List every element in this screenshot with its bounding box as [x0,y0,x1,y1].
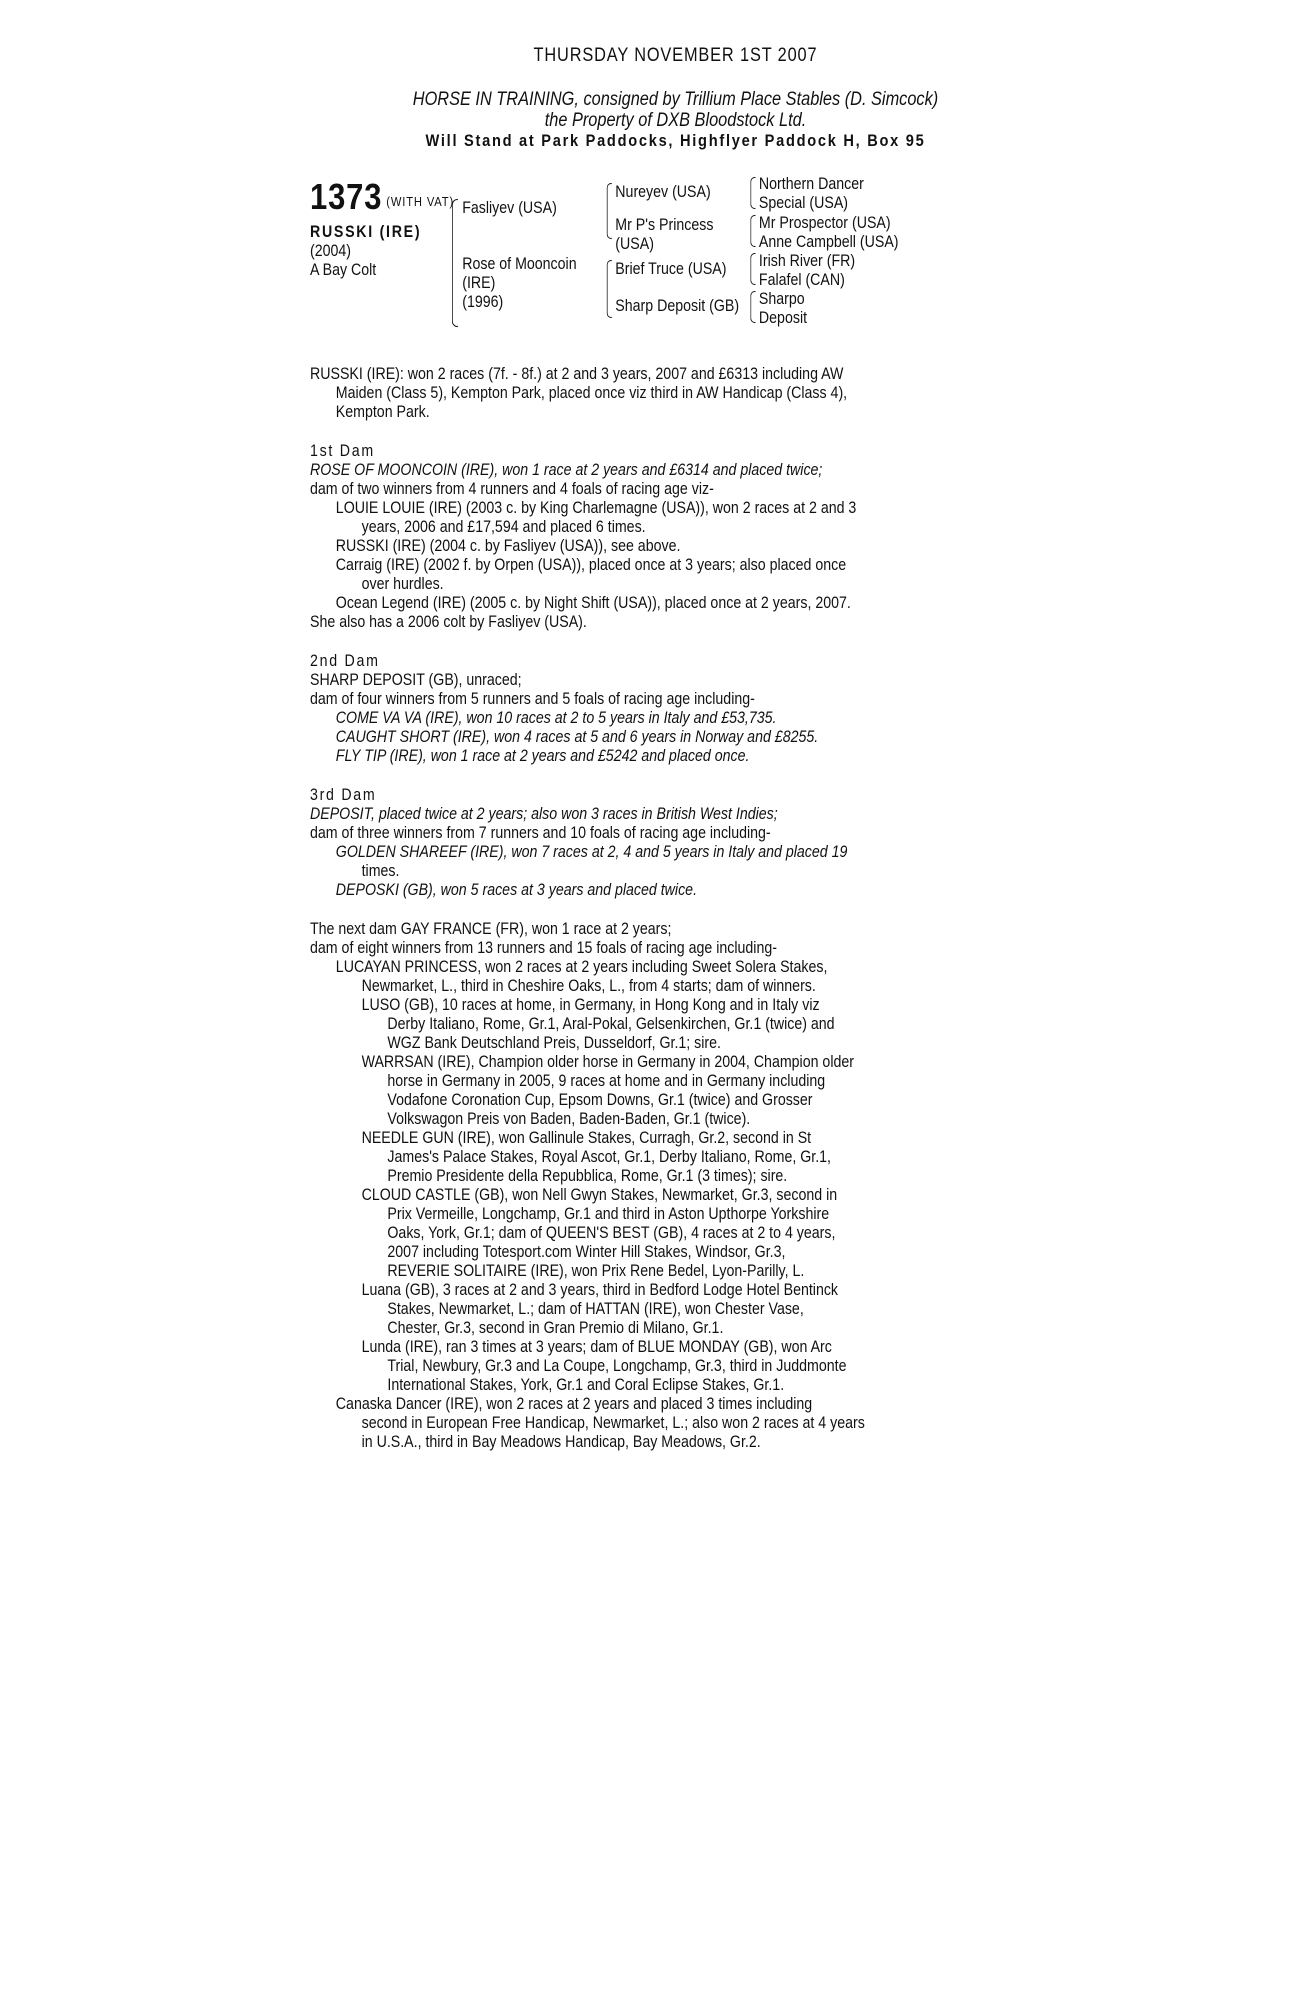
catalogue-page [310,46,938,1452]
section-title: 2nd Dam [310,652,380,670]
produce-line: GOLDEN SHAREEF (IRE), won 7 races at 2, 4 and 5 years in Italy and placed 19 [335,843,848,861]
produce-line: RUSSKI (IRE) (2004 c. by Fasliyev (USA)), see above. [335,537,681,555]
lot-number: 1373 [310,176,383,217]
produce-line: DEPOSKI (GB), won 5 races at 3 years and placed twice. [335,881,698,899]
dam-dam: Sharp Deposit (GB) [615,297,740,315]
dam-line1: Rose of Mooncoin [462,255,577,273]
produce-line: over hurdles. [361,575,444,593]
grandsire-6: Falafel (CAN) [758,271,845,289]
produce-line: Trial, Newbury, Gr.3 and La Coupe, Longchamp, Gr.3, third in Juddmonte [387,1357,847,1375]
g-brace-2 [750,215,755,247]
g-brace-3 [750,253,755,285]
pedigree-brace [452,199,458,327]
dam-line: ROSE OF MOONCOIN (IRE), won 1 race at 2 years and £6314 and placed twice; [310,461,823,479]
produce-line: Newmarket, L., third in Cheshire Oaks, L., from 4 starts; dam of winners. [361,977,816,995]
vat-note: (WITH VAT) [386,194,455,209]
produce-line: Stakes, Newmarket, L.; dam of HATTAN (IRE), won Chester Vase, [387,1300,804,1318]
produce-line: James's Palace Stakes, Royal Ascot, Gr.1, Derby Italiano, Rome, Gr.1, [387,1148,831,1166]
produce-line: Luana (GB), 3 races at 2 and 3 years, third in Bedford Lodge Hotel Bentinck [361,1281,839,1299]
grandsire-3: Mr Prospector (USA) [758,214,891,232]
produce-line: Premio Presidente della Repubblica, Rome, Gr.1 (3 times); sire. [387,1167,788,1185]
dam-line3: (1996) [462,293,504,311]
property-line: the Property of DXB Bloodstock Ltd. [544,110,807,131]
produce-line: times. [361,862,400,880]
record-line: Maiden (Class 5), Kempton Park, placed once viz third in AW Handicap (Class 4), [335,384,848,402]
produce-line: International Stakes, York, Gr.1 and Coral Eclipse Stakes, Gr.1. [387,1376,785,1394]
produce-line: years, 2006 and £17,594 and placed 6 times. [361,518,646,536]
produce-line: LUCAYAN PRINCESS, won 2 races at 2 years including Sweet Solera Stakes, [335,958,828,976]
produce-line: Chester, Gr.3, second in Gran Premio di Milano, Gr.1. [387,1319,724,1337]
g-brace-1 [750,177,755,209]
produce-line: CLOUD CASTLE (GB), won Nell Gwyn Stakes, Newmarket, Gr.3, second in [361,1186,838,1204]
pedigree-table [310,175,1041,345]
produce-line: REVERIE SOLITAIRE (IRE), won Prix Rene Bedel, Lyon-Parilly, L. [387,1262,805,1280]
produce-line: Carraig (IRE) (2002 f. by Orpen (USA)), placed once at 3 years; also placed once [335,556,847,574]
dam-line: dam of eight winners from 13 runners and 15 foals of racing age including- [310,939,777,957]
produce-line: COME VA VA (IRE), won 10 races at 2 to 5 years in Italy and £53,735. [335,709,777,727]
sire-dam-line1: Mr P's Princess [615,216,714,234]
horse-name: RUSSKI (IRE) [310,223,422,241]
produce-line: Derby Italiano, Rome, Gr.1, Aral-Pokal, Gelsenkirchen, Gr.1 (twice) and [387,1015,835,1033]
produce-line: Ocean Legend (IRE) (2005 c. by Night Shift (USA)), placed once at 2 years, 2007. [335,594,851,612]
produce-line: LUSO (GB), 10 races at home, in Germany, in Hong Kong and in Italy viz [361,996,820,1014]
dam-line: dam of four winners from 5 runners and 5 foals of racing age including- [310,690,755,708]
section-title: 3rd Dam [310,786,377,804]
third-dam-section [310,786,1041,900]
produce-line: Canaska Dancer (IRE), won 2 races at 2 years and placed 3 times including [335,1395,813,1413]
record-line: Kempton Park. [335,403,430,421]
sire-dam-line2: (USA) [615,235,654,253]
lot-heading [310,176,455,217]
grandsire-2: Special (USA) [758,194,849,212]
race-record [310,365,1041,422]
grandsire-8: Deposit [758,309,808,327]
sire-sire: Nureyev (USA) [615,183,711,201]
grandsire-1: Northern Dancer [758,175,864,193]
produce-line: second in European Free Handicap, Newmarket, L.; also won 2 races at 4 years [361,1414,865,1432]
produce-line: Lunda (IRE), ran 3 times at 3 years; dam of BLUE MONDAY (GB), won Arc [361,1338,832,1356]
sire: Fasliyev (USA) [462,199,557,217]
produce-line: horse in Germany in 2005, 9 races at home and in Germany including [387,1072,826,1090]
first-dam-section [310,442,1041,632]
sale-date: THURSDAY NOVEMBER 1ST 2007 [533,45,818,66]
produce-line: 2007 including Totesport.com Winter Hill Stakes, Windsor, Gr.3, [387,1243,786,1261]
dam-line: The next dam GAY FRANCE (FR), won 1 race at 2 years; [310,920,672,938]
second-dam-section [310,652,1041,766]
produce-line: FLY TIP (IRE), won 1 race at 2 years and £5242 and placed once. [335,747,750,765]
horse-description: A Bay Colt [310,261,377,279]
produce-line: NEEDLE GUN (IRE), won Gallinule Stakes, Curragh, Gr.2, second in St [361,1129,812,1147]
dam-line2: (IRE) [462,274,496,292]
g-brace-4 [750,291,755,323]
dam-sire: Brief Truce (USA) [615,260,727,278]
dam-brace [607,260,612,318]
dam-line: DEPOSIT, placed twice at 2 years; also won 3 races in British West Indies; [310,805,778,823]
stand-location: Will Stand at Park Paddocks, Highflyer Paddock H, Box 95 [425,131,926,150]
grandsire-4: Anne Campbell (USA) [758,233,899,251]
produce-line: WGZ Bank Deutschland Preis, Dusseldorf, Gr.1; sire. [387,1034,721,1052]
grandsire-7: Sharpo [758,290,805,308]
record-line: RUSSKI (IRE): won 2 races (7f. - 8f.) at 2 and 3 years, 2007 and £6313 including AW [310,365,844,383]
next-dam-section [310,920,1041,1452]
produce-line: Prix Vermeille, Longchamp, Gr.1 and third in Aston Upthorpe Yorkshire [387,1205,830,1223]
sire-brace [607,183,612,239]
produce-line: in U.S.A., third in Bay Meadows Handicap, Bay Meadows, Gr.2. [361,1433,761,1451]
horse-year: (2004) [310,242,352,260]
produce-line: She also has a 2006 colt by Fasliyev (USA). [310,613,587,631]
produce-line: WARRSAN (IRE), Champion older horse in Germany in 2004, Champion older [361,1053,854,1071]
section-title: 1st Dam [310,442,375,460]
consignment-line: HORSE IN TRAINING, consigned by Trillium Place Stables (D. Simcock) [412,89,939,110]
dam-line: SHARP DEPOSIT (GB), unraced; [310,671,522,689]
produce-line: Vodafone Coronation Cup, Epsom Downs, Gr.1 (twice) and Grosser [387,1091,813,1109]
produce-line: Volkswagon Preis von Baden, Baden-Baden, Gr.1 (twice). [387,1110,751,1128]
grandsire-5: Irish River (FR) [758,252,856,270]
produce-line: Oaks, York, Gr.1; dam of QUEEN'S BEST (GB), 4 races at 2 to 4 years, [387,1224,836,1242]
dam-line: dam of two winners from 4 runners and 4 foals of racing age viz- [310,480,714,498]
produce-line: LOUIE LOUIE (IRE) (2003 c. by King Charlemagne (USA)), won 2 races at 2 and 3 [335,499,857,517]
dam-line: dam of three winners from 7 runners and 10 foals of racing age including- [310,824,771,842]
produce-line: CAUGHT SHORT (IRE), won 4 races at 5 and 6 years in Norway and £8255. [335,728,819,746]
